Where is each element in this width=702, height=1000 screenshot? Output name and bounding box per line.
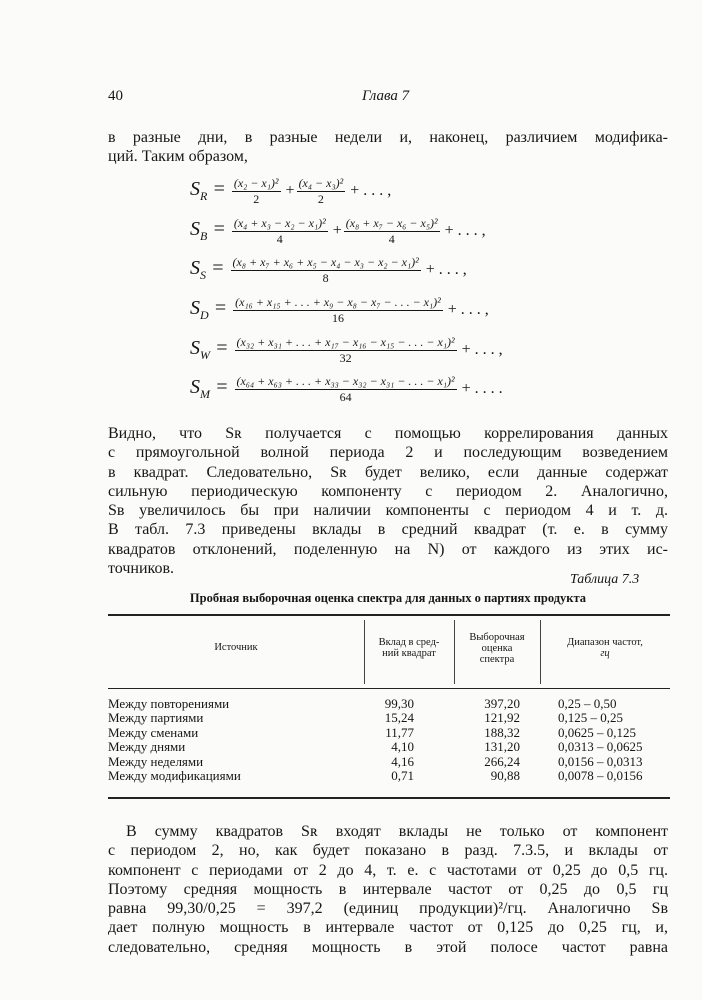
column-estimates [454,697,520,783]
column-sources [108,697,358,783]
table-cell: 0,0313 – 0,0625 [558,739,643,755]
page-number: 40 [108,88,123,104]
text-line: В табл. 7.3 приведены вклады в средний квадрат (т. е. в сумму [108,521,668,539]
column-ranges [558,697,668,783]
paragraph-2 [108,822,668,957]
text-line: Видно, что Sʀ получается с помощью коррелирования данных [108,425,668,442]
table-cell: Между сменами [108,724,199,740]
table-cell: 4,16 [391,753,414,769]
table-cell: 0,71 [391,767,414,783]
equation-sb: $S_B$ = $\frac{\text{(x₄ + x₃ − x₂ − x₁)²}}{4}$ + $\frac{\text{(x₈ + x₇ − x₆ − x₅)²}}{4}$ + . . . , [190,216,486,246]
text-line: дает полную мощность в интервале частот от 0,125 до 0,25 гц, и, [108,919,668,937]
table-number: Таблица 7.3 [570,572,640,587]
equation-sr: $S_R$ = $\frac{\text{(x₂ − x₁)²}}{2}$ + $\frac{\text{(x₄ − x₃)²}}{2}$ + . . . , [190,176,392,206]
header-contribution: Вклад в сред- ний квадрат [378,637,440,659]
table-cell: 15,24 [384,710,414,726]
table-cell: Между неделями [108,753,204,769]
table-cell: 266,24 [484,753,520,769]
table-cell: 99,30 [384,696,414,711]
running-header-chapter: Глава 7 [362,88,410,104]
column-contributions [364,697,414,783]
table-cell: 0,125 – 0,25 [558,710,623,726]
paragraph-1 [108,424,668,578]
equation-sd: $S_D$ = $\frac{\text{(x₁₆ + x₁₅ + . . . + x₉ − x₈ − x₇ − . . . − x₁)²}}{16}$ + . . . , [190,295,489,325]
text-line: квадратов отклонений, поделенную на N) от каждого из этих ис- [108,540,668,558]
table-caption: Пробная выборочная оценка спектра для данных о партиях продукта [189,591,587,605]
table-cell: Между модификациями [108,767,241,783]
equation-ss: $S_S$ = $\frac{\text{(x₈ + x₇ + x₆ + x₅ − x₄ − x₃ − x₂ − x₁)²}}{8}$ + . . . , [190,255,467,285]
table-cell: 188,32 [484,724,520,740]
table-cell: 0,25 – 0,50 [558,696,617,711]
equation-sm: $S_M$ = $\frac{\text{(x₆₄ + x₆₃ + . . . + x₃₃ − x₃₂ − x₃₁ − . . . − x₁)²}}{64}$ + . . . . [190,374,503,404]
header-source: Источник [214,642,258,653]
intro-paragraph [108,128,668,167]
header-estimate: Выборочная оценка спектра [469,632,525,665]
table-cell: 121,92 [484,710,520,726]
table-cell: 397,20 [484,696,520,711]
table-header-rule [108,688,670,689]
text-line: компонент с периодами от 2 до 4, т. е. с частотами от 0,25 до 0,5 гц. [108,861,668,879]
text-line: сильную периодическую компоненту с периодом 2. Аналогично, [108,482,668,500]
table-cell: 0,0078 – 0,0156 [558,767,643,783]
table-cell: 11,77 [385,724,414,740]
text-line: ций. Таким образом, [108,148,248,166]
text-line: в квадрат. Следовательно, Sʀ будет велико, если данные содержат [108,463,668,481]
text-line: Поэтому средняя мощность в интервале частот от 0,25 до 0,5 гц [108,880,668,898]
table-cell: Между днями [108,739,186,755]
table-cell: 0,0625 – 0,125 [558,724,636,740]
text-line: с прямоугольной волной периода 2 и последующим возведением [108,444,668,462]
table-cell: 131,20 [484,739,520,755]
text-line: следовательно, средняя мощность в этой полосе частот равна [108,938,668,956]
table-cell: 90,88 [490,767,520,783]
text-line: в разные дни, в разные недели и, наконец, различием модифика- [108,129,668,146]
table-cell: 4,10 [391,739,414,755]
table-cell: 0,0156 – 0,0313 [558,753,643,769]
table-bottom-rule [108,797,670,799]
equation-sw: $S_W$ = $\frac{\text{(x₃₂ + x₃₁ + . . . + x₁₇ − x₁₆ − x₁₅ − . . . − x₁)²}}{32}$ + . . . , [190,335,503,365]
header-frequency-range: Диапазон частот, гц [567,637,643,659]
text-line: Sʙ увеличилось бы при наличии компоненты с периодом 4 и т. д. [108,502,668,520]
text-line: точников. [108,560,175,578]
table-top-rule [108,614,670,616]
text-line: В сумму квадратов Sʀ входят вклады не только от компонент [126,823,668,840]
table-cell: Между партиями [108,710,204,726]
text-line: равна 99,30/0,25 = 397,2 (единиц продукции)²/гц. Аналогично Sʙ [108,900,668,918]
table-cell: Между повторениями [108,696,230,711]
text-line: с периодом 2, но, как будет показано в разд. 7.3.5, и вклады от [108,842,668,860]
